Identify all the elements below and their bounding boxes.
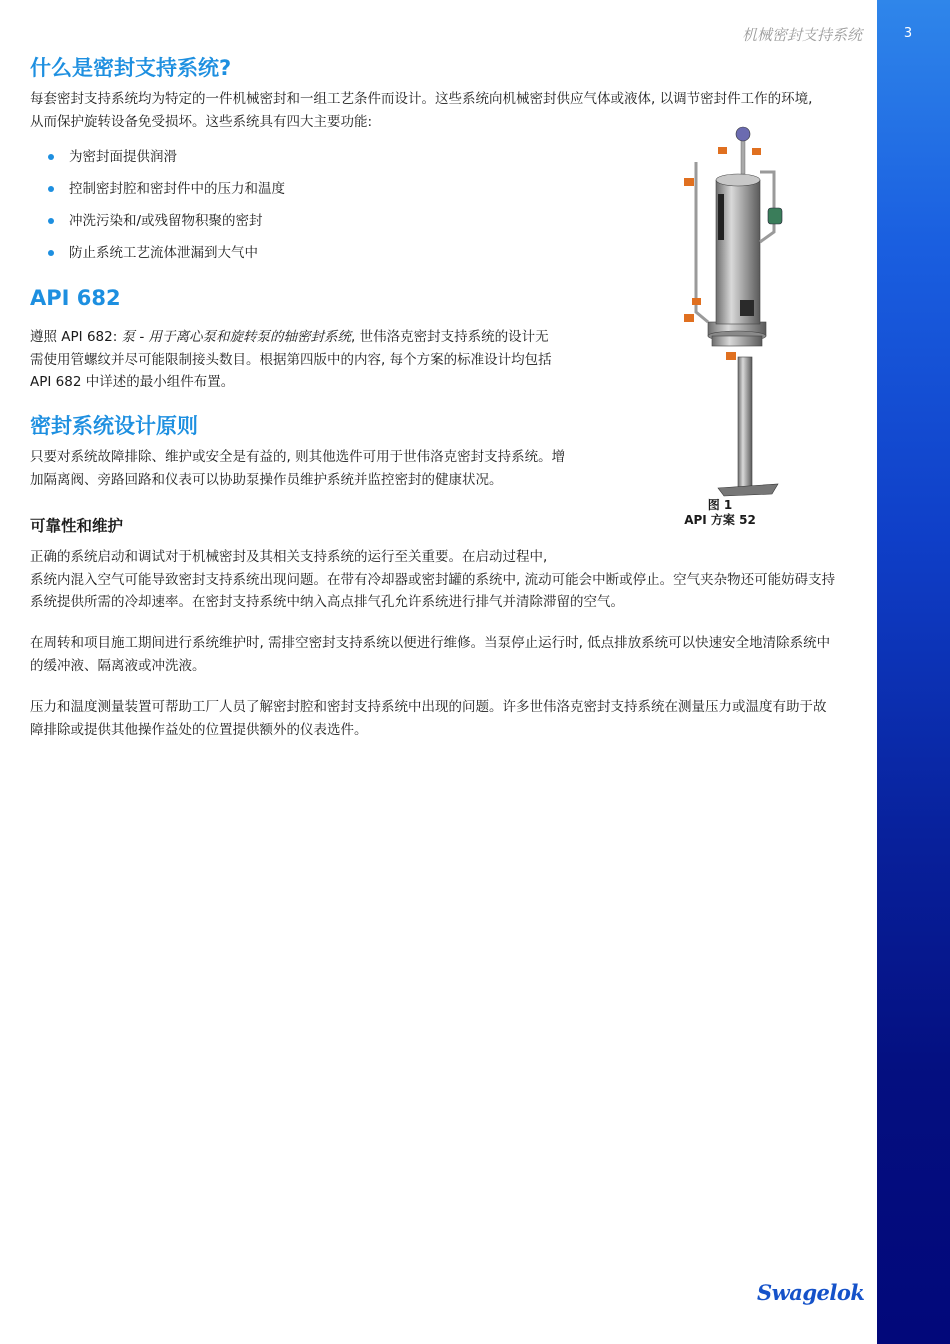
list-item-text: 冲洗污染和/或残留物积聚的密封 <box>69 213 263 229</box>
design-line-1: 只要对系统故障排除、维护或安全是有益的, 则其他选件可用于世伟洛克密封支持系统。增 <box>30 449 566 465</box>
side-gradient-bar <box>877 0 950 1344</box>
api-plan-52-illustration <box>668 122 788 502</box>
api-line-1-suffix: , 世伟洛克密封支持系统的设计无 <box>351 329 549 345</box>
reliability-p1-line-2: 系统内混入空气可能导致密封支持系统出现问题。在带有冷却器或密封罐的系统中, 流动可能会中断或停止。空气夹杂物还可能妨碍支持 <box>30 571 836 588</box>
running-header-title: 机械密封支持系统 <box>741 26 862 44</box>
design-line-2: 加隔离阀、旁路回路和仪表可以协助泵操作员维护系统并监控密封的健康状况。 <box>30 471 503 488</box>
api-line-3: API 682 中详述的最小组件布置。 <box>30 374 235 390</box>
section-title-design-principles: 密封系统设计原则 <box>30 414 198 438</box>
list-item <box>30 178 285 210</box>
figure-title: API 方案 52 <box>684 513 756 527</box>
api-standard-title: 泵 - 用于离心泵和旋转泵的轴密封系统 <box>121 329 352 345</box>
reliability-p2-line-1: 在周转和项目施工期间进行系统维护时, 需排空密封支持系统以便进行维修。当泵停止运行时, 低点排放系统可以快速安全地清除系统中 <box>30 635 831 651</box>
design-paragraph <box>30 446 565 491</box>
page-number: 3 <box>903 26 913 41</box>
section-title-api-682: API 682 <box>30 286 121 310</box>
list-item-text: 为密封面提供润滑 <box>69 149 177 165</box>
api-line-1-prefix: 遵照 API 682: <box>30 329 122 345</box>
reliability-paragraph-1 <box>30 546 835 614</box>
bullet-dot-icon <box>48 154 54 160</box>
section-title-what-is: 什么是密封支持系统? <box>30 56 232 80</box>
swagelok-logo: Swagelok <box>757 1280 865 1305</box>
list-item-text: 控制密封腔和密封件中的压力和温度 <box>69 181 285 197</box>
list-item <box>30 210 285 242</box>
api-paragraph <box>30 326 552 394</box>
figure-number: 图 1 <box>707 498 733 512</box>
reliability-p1-line-1: 正确的系统启动和调试对于机械密封及其相关支持系统的运行至关重要。在启动过程中, <box>30 549 548 565</box>
reliability-p2-line-2: 的缓冲液、隔离液或冲洗液。 <box>30 657 206 674</box>
list-item-text: 防止系统工艺流体泄漏到大气中 <box>69 245 258 261</box>
reliability-paragraph-3 <box>30 696 827 741</box>
api-line-2: 需使用管螺纹并尽可能限制接头数目。根据第四版中的内容, 每个方案的标准设计均包括 <box>30 351 552 368</box>
intro-line-2: 从而保护旋转设备免受损坏。这些系统具有四大主要功能: <box>30 113 373 130</box>
reliability-paragraph-2 <box>30 632 830 677</box>
reliability-p3-line-2: 障排除或提供其他操作益处的位置提供额外的仪表选件。 <box>30 721 368 738</box>
list-item <box>30 242 285 274</box>
figure-caption <box>660 498 780 528</box>
list-item <box>30 146 285 178</box>
bullet-dot-icon <box>48 250 54 256</box>
intro-line-1: 每套密封支持系统均为特定的一件机械密封和一组工艺条件而设计。这些系统向机械密封供应气体或液体, 以调节密封件工作的环境, <box>30 91 813 107</box>
reliability-p1-line-3: 系统提供所需的冷却速率。在密封支持系统中纳入高点排气孔允许系统进行排气并清除滞留的空气。 <box>30 594 624 610</box>
bullet-dot-icon <box>48 186 54 192</box>
reliability-p3-line-1: 压力和温度测量装置可帮助工厂人员了解密封腔和密封支持系统中出现的问题。许多世伟洛克密封支持系统在测量压力或温度有助于故 <box>30 699 827 715</box>
function-list <box>30 146 285 274</box>
section-title-reliability: 可靠性和维护 <box>30 517 124 535</box>
bullet-dot-icon <box>48 218 54 224</box>
